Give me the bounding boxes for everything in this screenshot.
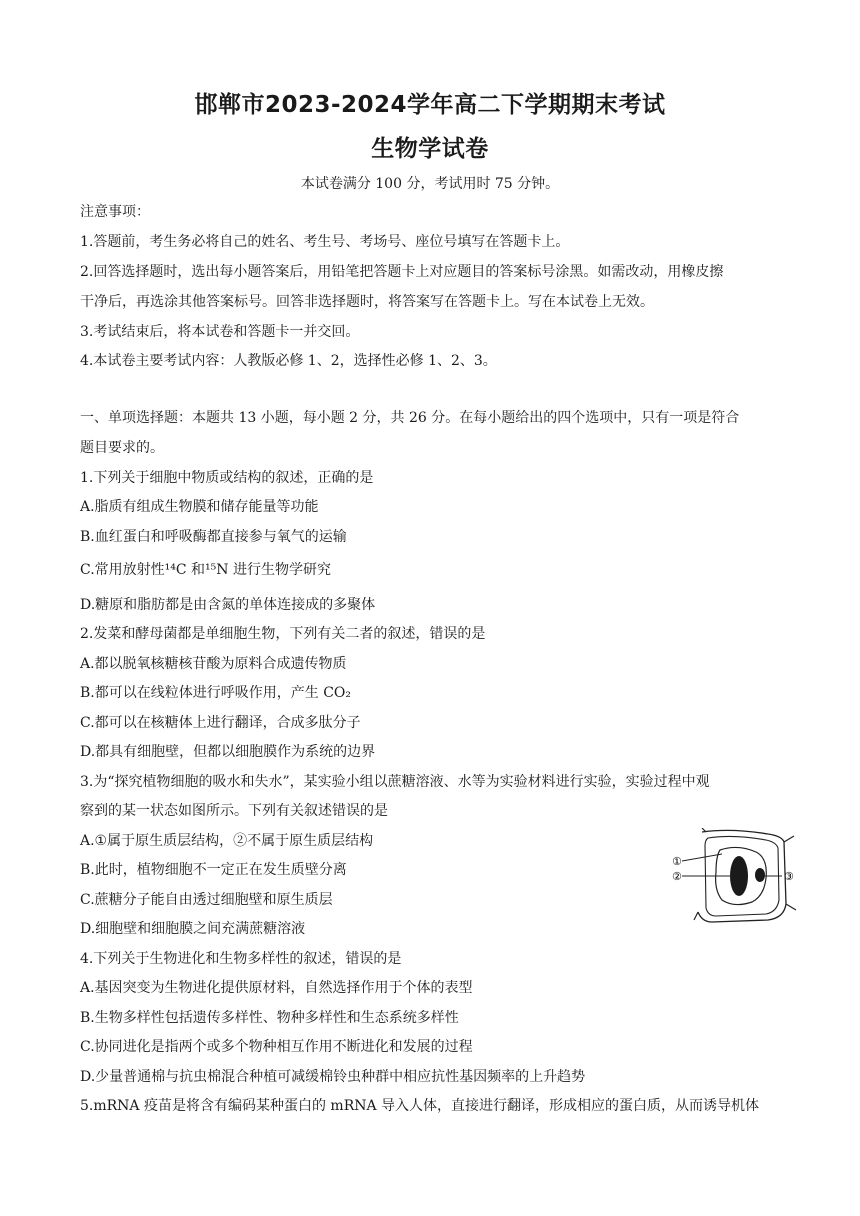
question-3-option-a: A.①属于原生质层结构，②不属于原生质层结构: [80, 833, 374, 849]
notes-heading: 注意事项：: [80, 204, 150, 220]
question-4-option-d: D.少量普通棉与抗虫棉混合种植可减缓棉铃虫种群中相应抗性基因频率的上升趋势: [80, 1069, 586, 1085]
question-4-stem: 4.下列关于生物进化和生物多样性的叙述，错误的是: [80, 951, 402, 967]
question-4-option-a: A.基因突变为生物进化提供原材料，自然选择作用于个体的表型: [80, 980, 473, 996]
figure-label-1: ①: [672, 855, 682, 868]
figure-label-3: ③: [784, 870, 794, 883]
question-1-stem: 1.下列关于细胞中物质或结构的叙述，正确的是: [80, 470, 374, 486]
question-3-option-b: B.此时，植物细胞不一定正在发生质壁分离: [80, 862, 347, 878]
question-1-option-c: C.常用放射性¹⁴C 和¹⁵N 进行生物学研究: [80, 562, 331, 578]
figure-label-2: ②: [672, 870, 682, 883]
question-1-option-a: A.脂质有组成生物膜和储存能量等功能: [80, 499, 319, 515]
plant-cell-plasmolysis-figure: [672, 828, 798, 924]
notes-item-4: 4.本试卷主要考试内容：人教版必修 1、2，选择性必修 1、2、3。: [80, 353, 497, 369]
question-3-stem-line-1: 3.为“探究植物细胞的吸水和失水”，某实验小组以蔗糖溶液、水等为实验材料进行实验，实验过程中观: [80, 774, 710, 790]
nucleus: [755, 868, 765, 882]
question-3-stem-line-2: 察到的某一状态如图所示。下列有关叙述错误的是: [80, 803, 388, 819]
question-5-stem: 5.mRNA 疫苗是将含有编码某种蛋白的 mRNA 导入人体，直接进行翻译，形成相应的蛋白质，从而诱导机体: [80, 1098, 760, 1114]
question-3-option-d: D.细胞壁和细胞膜之间充满蔗糖溶液: [80, 921, 306, 937]
notes-item-2-line-2: 干净后，再选涂其他答案标号。回答非选择题时，将答案写在答题卡上。写在本试卷上无效。: [80, 294, 654, 310]
wall-junction-line: [784, 836, 794, 842]
question-2-option-b: B.都可以在线粒体进行呼吸作用，产生 CO₂: [80, 685, 351, 701]
question-2-option-c: C.都可以在核糖体上进行翻译，合成多肽分子: [80, 715, 361, 731]
central-vacuole: [730, 856, 748, 896]
question-2-stem: 2.发菜和酵母菌都是单细胞生物，下列有关二者的叙述，错误的是: [80, 626, 486, 642]
label-leader-1: [682, 854, 722, 861]
question-1-option-d: D.糖原和脂肪都是由含氮的单体连接成的多聚体: [80, 597, 376, 613]
notes-item-2-line-1: 2.回答选择题时，选出每小题答案后，用铅笔把答题卡上对应题目的答案标号涂黑。如需改动，用橡皮擦: [80, 264, 724, 280]
question-4-option-c: C.协同进化是指两个或多个物种相互作用不断进化和发展的过程: [80, 1039, 473, 1055]
exam-info: 本试卷满分 100 分，考试用时 75 分钟。: [300, 176, 560, 192]
exam-title: 邯郸市2023-2024学年高二下学期期末考试: [194, 92, 666, 118]
exam-subject-title: 生物学试卷: [371, 136, 489, 162]
question-4-option-b: B.生物多样性包括遗传多样性、物种多样性和生态系统多样性: [80, 1010, 459, 1026]
section-intro-line-2: 题目要求的。: [80, 440, 164, 456]
wall-junction-line: [786, 904, 796, 910]
notes-item-3: 3.考试结束后，将本试卷和答题卡一并交回。: [80, 324, 360, 340]
question-1-option-b: B.血红蛋白和呼吸酶都直接参与氧气的运输: [80, 529, 347, 545]
wall-junction-line: [694, 912, 698, 920]
question-3-option-c: C.蔗糖分子能自由透过细胞壁和原生质层: [80, 892, 333, 908]
notes-item-1: 1.答题前，考生务必将自己的姓名、考生号、考场号、座位号填写在答题卡上。: [80, 234, 570, 250]
question-2-option-d: D.都具有细胞壁，但都以细胞膜作为系统的边界: [80, 744, 376, 760]
section-intro-line-1: 一、单项选择题：本题共 13 小题，每小题 2 分，共 26 分。在每小题给出的四个选项中，只有一项是符合: [80, 410, 740, 426]
question-2-option-a: A.都以脱氧核糖核苷酸为原料合成遗传物质: [80, 656, 347, 672]
